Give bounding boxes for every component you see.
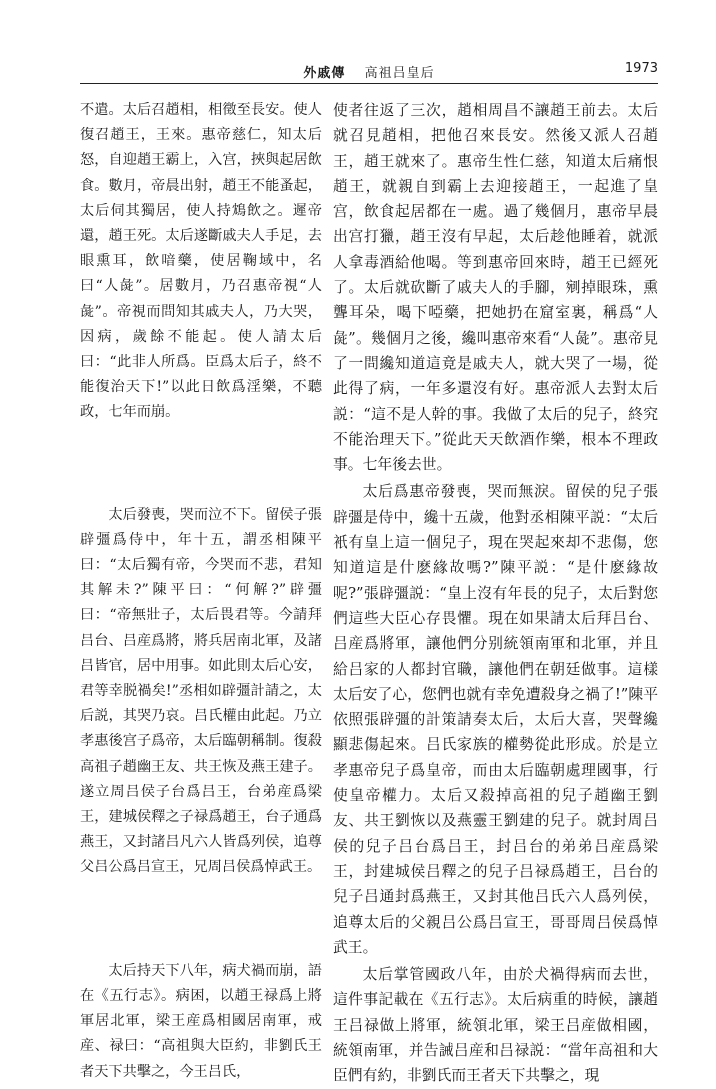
original-paragraph-2: 太后發喪，哭而泣不下。留侯子張辟彊爲侍中，年十五，謂丞相陳平曰：“太后獨有帝，今哭而不悲，君知其解未?”陳平曰：“何解?”辟彊曰：“帝無壯子，太后畏君等。今請拜吕台、吕産爲將，將兵居南北軍，及諸吕皆官，居中用事。如此則太后心安，君等幸脱禍矣!”丞相如辟彊計請之，太后説，其哭乃哀。吕氏權由此起。乃立孝惠後宫子爲帝，太后臨朝稱制。復殺高祖子趙幽王友、共王恢及燕王建子。遂立周吕侯子台爲吕王，台弟産爲梁王，建城侯釋之子禄爲趙王，台子通爲燕王，又封諸吕凡六人皆爲列侯，追尊父吕公爲吕宣王，兄周吕侯爲悼武王。 xyxy=(80,506,322,876)
translation-paragraph-3: 太后掌管國政八年，由於犬禍得病而去世，這件事記載在《五行志》。太后病重的時候，讓趙王吕禄做上將軍，統領北軍，梁王吕産做相國，統領南軍，并告誡吕産和吕禄説：“當年高祖和大臣們有約，非劉氏而王者天下共擊之，現 xyxy=(333,966,658,1085)
original-paragraph-3: 太后持天下八年，病犬禍而崩，語在《五行志》。病困，以趙王禄爲上將軍居北軍，梁王産爲相國居南軍，戒産、禄曰：“高祖與大臣約，非劉氏王者天下共擊之，今王吕氏， xyxy=(80,962,322,1080)
page-number: 1973 xyxy=(624,61,658,76)
classical-text-column xyxy=(80,98,322,1085)
running-header xyxy=(80,58,658,82)
original-paragraph-1: 不遣。太后召趙相，相徵至長安。使人復召趙王，王來。惠帝慈仁，知太后怒，自迎趙王霸上，入宫，挾與起居飲食。數月，帝晨出射，趙王不能蚤起，太后伺其獨居，使人持鴆飲之。遲帝還，趙王死。太后遂斷戚夫人手足，去眼熏耳，飲喑藥，使居鞠域中，名曰“人彘”。居數月，乃召惠帝視“人彘”。帝視而問知其戚夫人，乃大哭，因病，歲餘不能起。使人請太后曰：“此非人所爲。臣爲太后子，終不能復治天下!”以此日飲爲淫樂，不聽政，七年而崩。 xyxy=(80,102,322,421)
translation-column xyxy=(333,98,658,1089)
chapter-title: 高祖吕皇后 xyxy=(364,66,435,81)
translation-paragraph-2: 太后爲惠帝發喪，哭而無淚。留侯的兒子張辟彊是侍中，纔十五歲，他對丞相陳平説：“太后衹有皇上這一個兒子，現在哭起來却不悲傷，您知道這是什麽緣故嗎?”陳平説：“是什麽緣故呢?”張辟彊説：“皇上沒有年長的兒子，太后對您們這些大臣心存畏懼。現在如果請太后拜吕台、吕産爲將軍，讓他們分别統領南軍和北軍，并且給吕家的人都封官職，讓他們在朝廷做事。這樣太后安了心，您們也就有幸免遭殺身之禍了!”陳平依照張辟彊的計策請奏太后，太后大喜，哭聲纔顯悲傷起來。吕氏家族的權勢從此形成。於是立孝惠帝兒子爲皇帝，而由太后臨朝處理國事，行使皇帝權力。太后又殺掉高祖的兒子趙幽王劉友、共王劉恢以及燕靈王劉建的兒子。就封周吕侯的兒子吕台爲吕王，封吕台的弟弟吕産爲梁王，封建城侯吕釋之的兒子吕禄爲趙王，吕台的兒子吕通封爲燕王，又封其他吕氏六人爲列侯，追尊太后的父親吕公爲吕宣王，哥哥周吕侯爲悼武王。 xyxy=(333,483,658,956)
header-titles xyxy=(80,62,658,81)
header-rule xyxy=(80,83,658,84)
section-title: 外戚傳 xyxy=(303,66,346,81)
translation-paragraph-1: 使者往返了三次，趙相周昌不讓趙王前去。太后就召見趙相，把他召來長安。然後又派人召趙王，趙王就來了。惠帝生性仁慈，知道太后痛恨趙王，就親自到霸上去迎接趙王，一起進了皇宫，飲食起居都在一處。過了幾個月，惠帝早晨出宫打獵，趙王沒有早起，太后趁他睡着，就派人拿毒酒給他喝。等到惠帝回來時，趙王已經死了。太后就砍斷了戚夫人的手腳，剜掉眼珠，熏聾耳朵，喝下啞藥，把她扔在窟室裏，稱爲“人彘”。幾個月之後，纔叫惠帝來看“人彘”。惠帝見了一問纔知道這竟是戚夫人，就大哭了一場，從此得了病，一年多還沒有好。惠帝派人去對太后説：“這不是人幹的事。我做了太后的兒子，終究不能治理天下。”從此天天飲酒作樂，根本不理政事。七年後去世。 xyxy=(333,102,658,474)
